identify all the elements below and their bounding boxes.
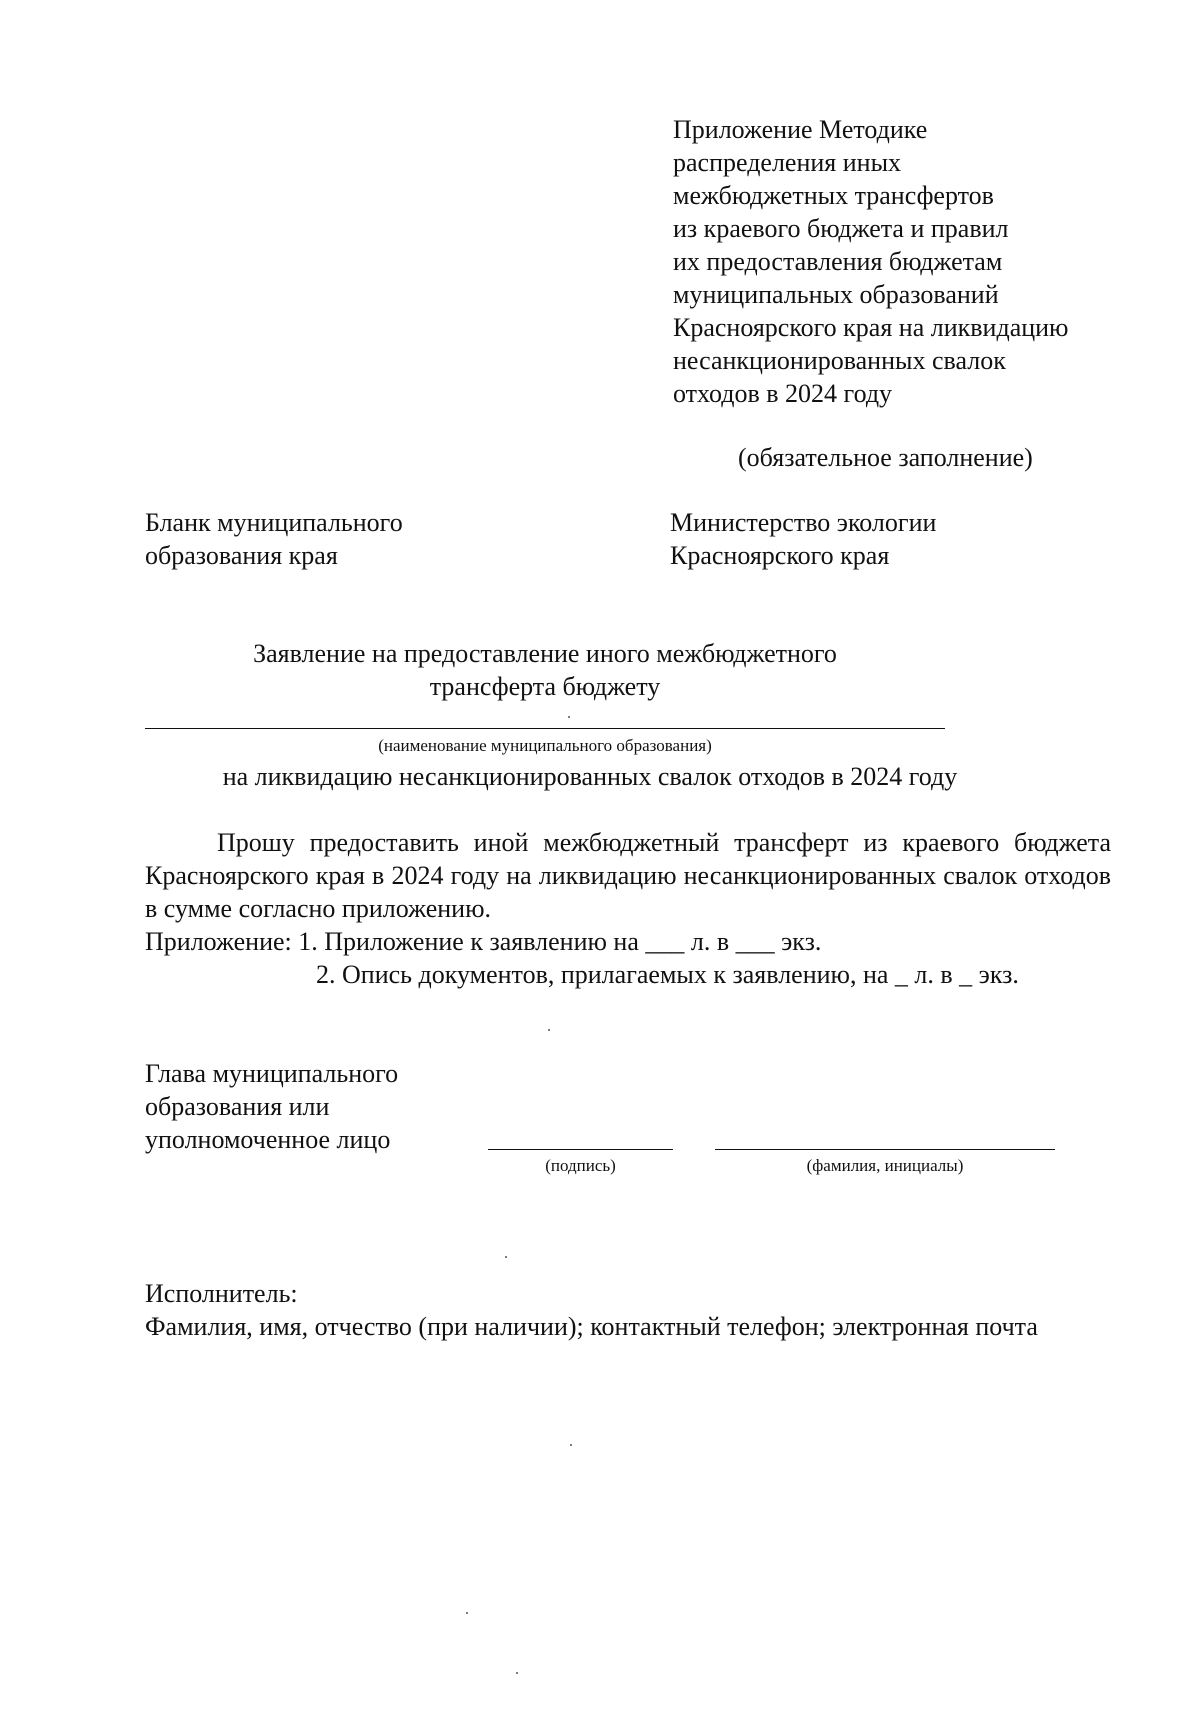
letterhead-placeholder bbox=[145, 506, 403, 572]
executor-details: Фамилия, имя, отчество (при наличии); контактный телефон; электронная почта bbox=[145, 1312, 1038, 1341]
recipient-line: Министерство экологии bbox=[670, 508, 937, 537]
scan-speck bbox=[568, 716, 570, 718]
signatory-line: образования или bbox=[145, 1092, 330, 1121]
signature-caption: (подпись) bbox=[545, 1156, 616, 1175]
title-line: Заявление на предоставление иного межбюджетного bbox=[253, 639, 837, 668]
annex-header-line: несанкционированных свалок bbox=[673, 346, 1006, 375]
scan-speck bbox=[570, 1444, 572, 1446]
scan-speck bbox=[505, 1256, 507, 1258]
signatory-line: Глава муниципального bbox=[145, 1059, 399, 1088]
request-paragraph bbox=[145, 826, 1111, 925]
signature-field bbox=[488, 1149, 673, 1150]
annex-header bbox=[673, 113, 1133, 410]
full-name-caption: (фамилия, инициалы) bbox=[806, 1156, 964, 1175]
attachment-item-1: Приложение: 1. Приложение к заявлению на ___ л. в ___ экз. bbox=[145, 927, 822, 956]
annex-header-line: отходов в 2024 году bbox=[673, 379, 893, 408]
executor-label: Исполнитель: bbox=[145, 1279, 298, 1308]
letterhead-line: образования края bbox=[145, 541, 338, 570]
recipient-line: Красноярского края bbox=[670, 541, 890, 570]
annex-header-line: Приложение Методике bbox=[673, 115, 928, 144]
title-line: трансферта бюджету bbox=[429, 672, 661, 701]
scan-speck bbox=[466, 1612, 468, 1614]
municipality-name-field bbox=[145, 728, 945, 729]
scan-speck bbox=[548, 1029, 550, 1031]
annex-header-line: Красноярского края на ликвидацию bbox=[673, 313, 1069, 342]
scan-speck bbox=[516, 1672, 518, 1674]
letterhead-line: Бланк муниципального bbox=[145, 508, 403, 537]
request-text: Прошу предоставить иной межбюджетный трансферт из краевого бюджета Красноярского края в 2024 году на ликвидацию несанкционированных свалок отходов в сумме согласно приложению. bbox=[145, 828, 1111, 923]
document-title bbox=[145, 637, 945, 703]
municipality-name-caption: (наименование муниципального образования) bbox=[378, 736, 712, 755]
annex-header-line: их предоставления бюджетам bbox=[673, 247, 1003, 276]
attachment-item-2: 2. Опись документов, прилагаемых к заявлению, на _ л. в _ экз. bbox=[316, 960, 1019, 989]
annex-header-line: муниципальных образований bbox=[673, 280, 999, 309]
recipient-block bbox=[670, 506, 936, 572]
full-name-field bbox=[715, 1149, 1055, 1150]
mandatory-note: (обязательное заполнение) bbox=[738, 443, 1033, 472]
annex-header-line: распределения иных bbox=[673, 148, 902, 177]
annex-header-line: из краевого бюджета и правил bbox=[673, 214, 1009, 243]
purpose-line: на ликвидацию несанкционированных свалок отходов в 2024 году bbox=[222, 762, 958, 791]
signatory-block bbox=[145, 1057, 398, 1156]
signatory-line: уполномоченное лицо bbox=[145, 1125, 391, 1154]
annex-header-line: межбюджетных трансфертов bbox=[673, 181, 994, 210]
